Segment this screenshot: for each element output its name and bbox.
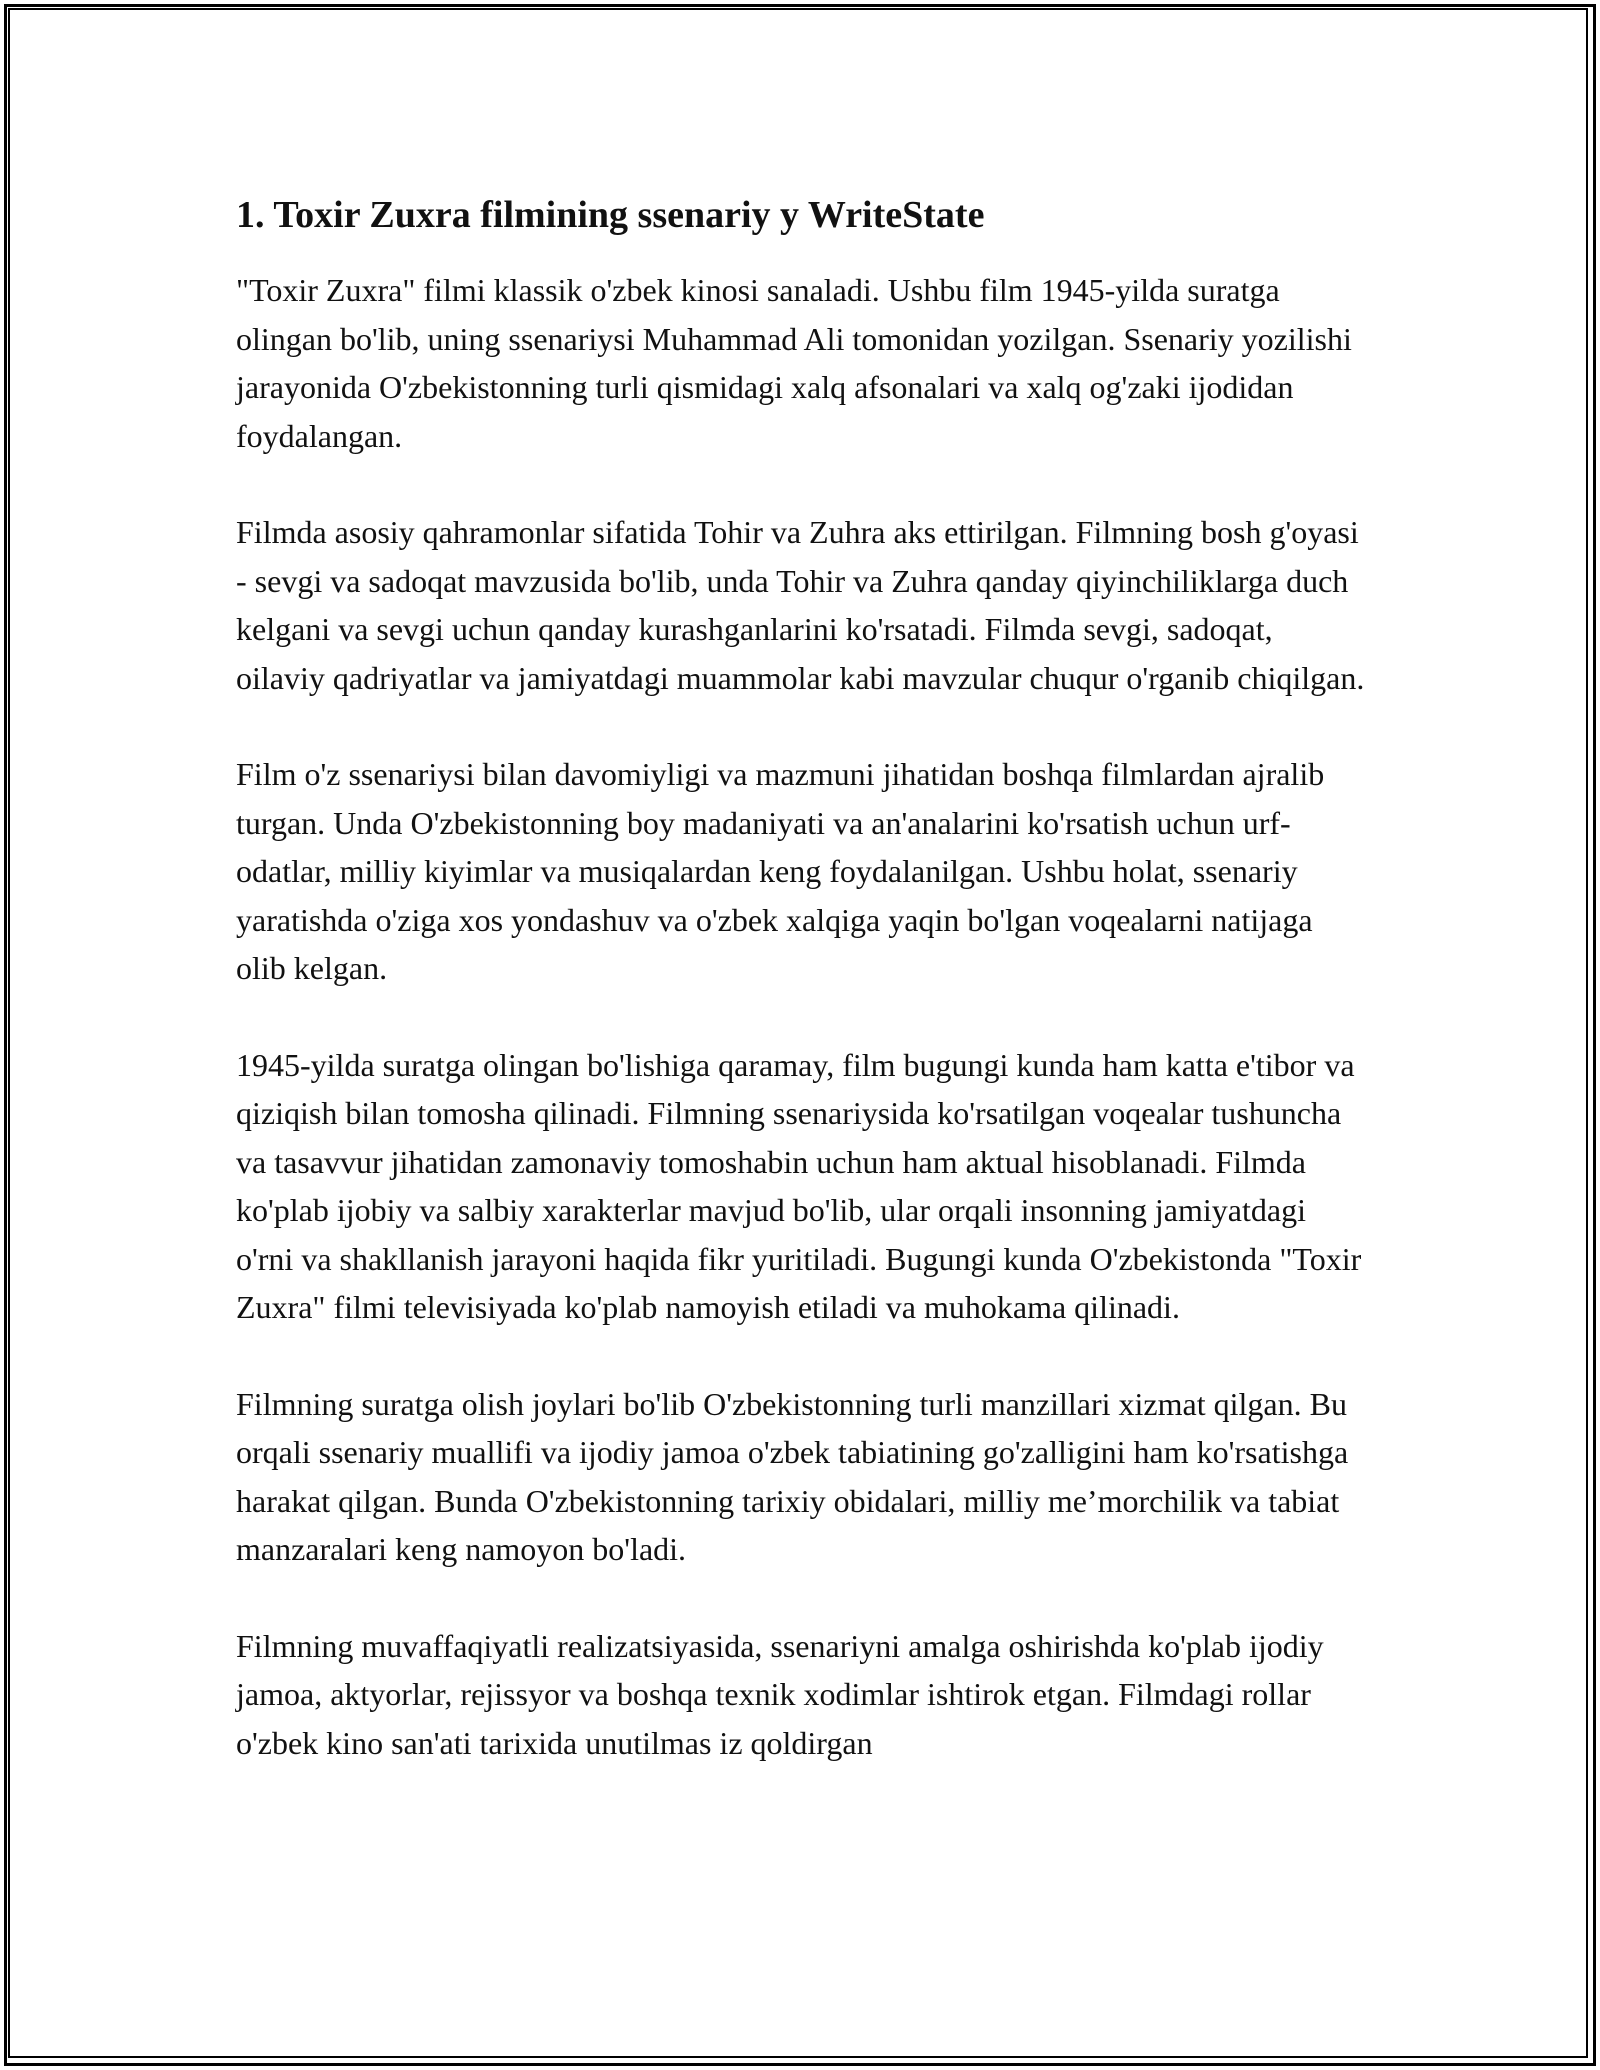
paragraph-4: 1945-yilda suratga olingan bo'lishiga qaramay, film bugungi kunda ham katta e'tibor va qiziqish bilan tomosha qilinadi. Filmning ssenariysida ko'rsatilgan voqealar tushuncha va tasavvur jihatidan zamonaviy tomoshabin uchun ham aktual hisoblanadi. Filmda ko'plab ijobiy va salbiy xarakterlar mavjud bo'lib, ular orqali insonning jamiyatdagi o'rni va shakllanish jarayoni haqida fikr yuritiladi. Bugungi kunda O'zbekistonda "Toxir Zuxra" filmi televisiyada ko'plab namoyish etiladi va muhokama qilinadi.: [236, 1046, 1362, 1325]
paragraph-3: Film o'z ssenariysi bilan davomiyligi va mazmuni jihatidan boshqa filmlardan ajralib turgan. Unda O'zbekistonning boy madaniyati va an'analarini ko'rsatish uchun urf-odatlar, milliy kiyimlar va musiqalardan keng foydalanilgan. Ushbu holat, ssenariy yaratishda o'ziga xos yondashuv va o'zbek xalqiga yaqin bo'lgan voqealarni natijaga olib kelgan.: [236, 756, 1325, 986]
paragraph-5: Filmning suratga olish joylari bo'lib O'zbekistonning turli manzillari xizmat qilgan. Bu orqali ssenariy muallifi va ijodiy jamoa o'zbek tabiatining go'zalligini ham ko'rsatishga harakat qilgan. Bunda O'zbekistonning tarixiy obidalari, milliy me’morchilik va tabiat manzaralari keng namoyon bo'ladi.: [236, 1385, 1349, 1567]
paragraph-1: "Toxir Zuxra" filmi klassik o'zbek kinosi sanaladi. Ushbu film 1945-yilda suratga olingan bo'lib, uning ssenariysi Muhammad Ali tomonidan yozilgan. Ssenariy yozilishi jarayonida O'zbekistonning turli qismidagi xalq afsonalari va xalq og'zaki ijodidan foydalangan.: [236, 272, 1352, 454]
document-title: 1. Toxir Zuxra filmining ssenariy y WriteState: [236, 194, 985, 236]
document-body: [236, 190, 1366, 1767]
paragraph-2: Filmda asosiy qahramonlar sifatida Tohir va Zuhra aks ettirilgan. Filmning bosh g'oyasi - sevgi va sadoqat mavzusida bo'lib, unda Tohir va Zuhra qanday qiyinchiliklarga duch kelgani va sevgi uchun qanday kurashganlarini ko'rsatadi. Filmda sevgi, sadoqat, oilaviy qadriyatlar va jamiyatdagi muammolar kabi mavzular chuqur o'rganib chiqilgan.: [236, 514, 1365, 696]
paragraph-6: Filmning muvaffaqiyatli realizatsiyasida, ssenariyni amalga oshirishda ko'plab ijodiy jamoa, aktyorlar, rejissyor va boshqa texnik xodimlar ishtirok etgan. Filmdagi rollar o'zbek kino san'ati tarixida unutilmas iz qoldirgan: [236, 1627, 1324, 1761]
